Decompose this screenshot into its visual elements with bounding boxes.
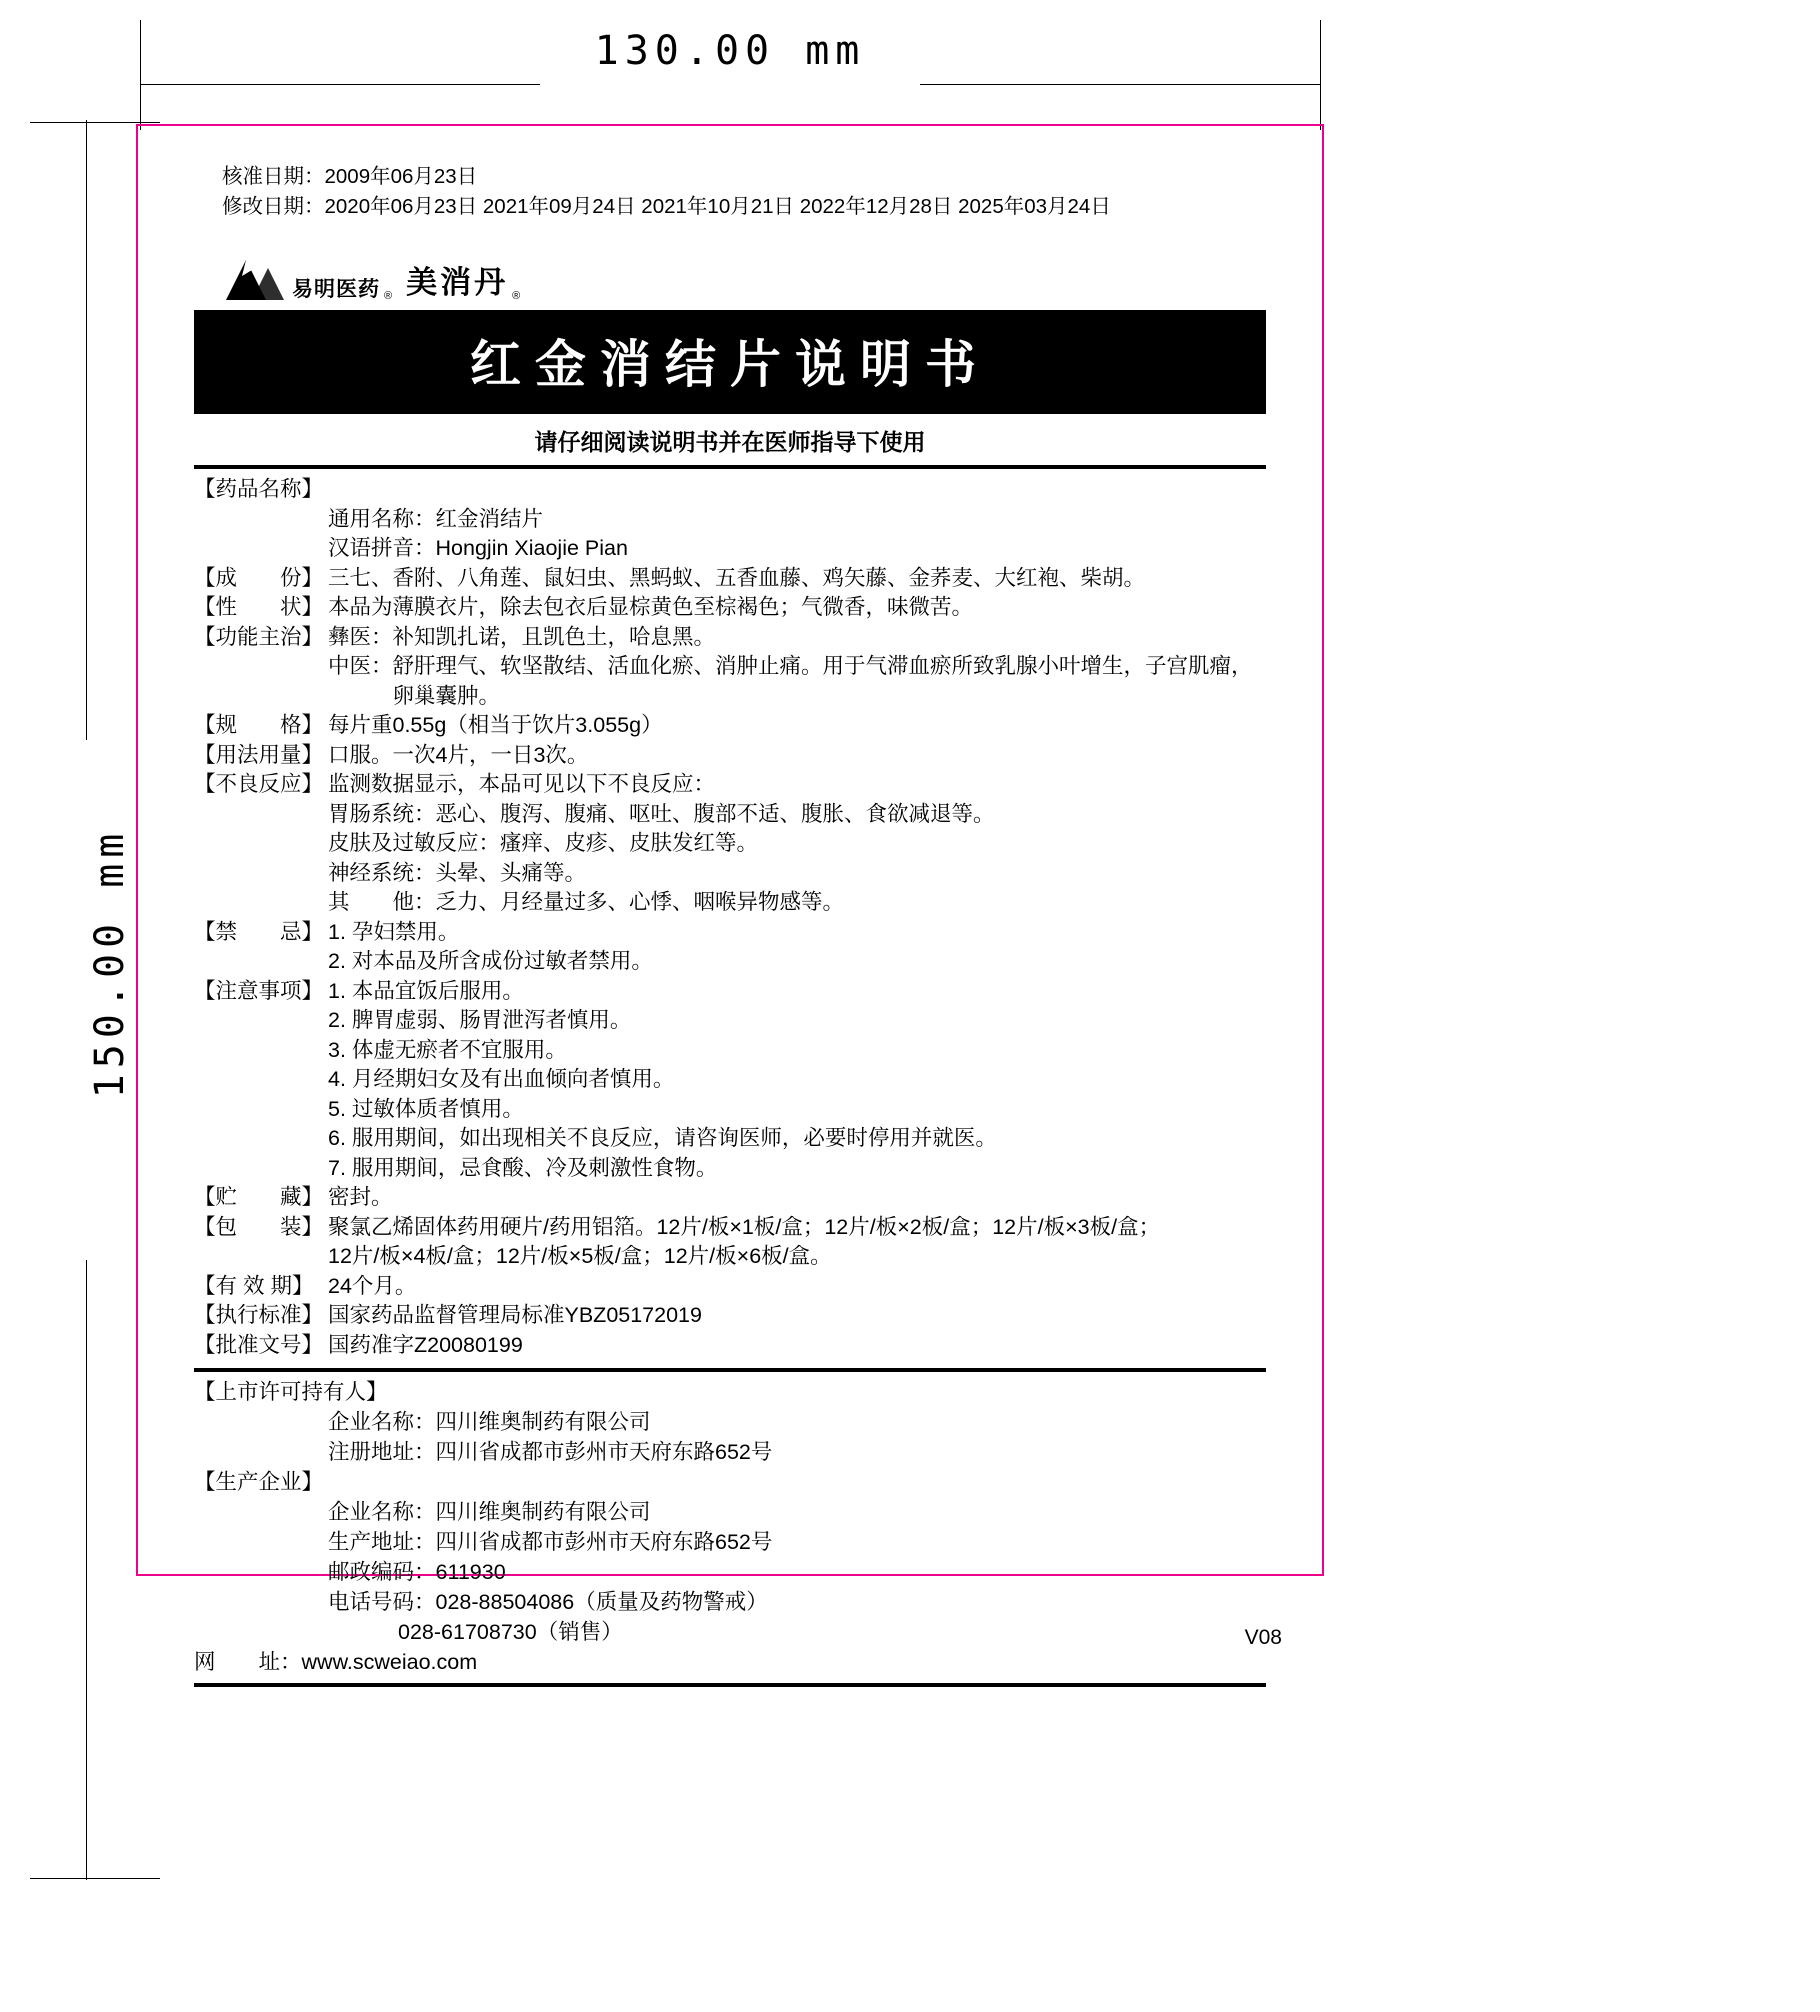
package-row bbox=[194, 1213, 1266, 1272]
adverse-values bbox=[328, 770, 1266, 918]
product-logo-text: 美消丹 bbox=[406, 265, 509, 301]
left-dimension-line-top bbox=[86, 120, 87, 740]
character-key: 【性 状】 bbox=[194, 595, 324, 619]
postcode-value: 611930 bbox=[435, 1560, 506, 1584]
approval-dates bbox=[194, 162, 1266, 222]
brand-logos bbox=[194, 240, 1266, 302]
pinyin-row bbox=[194, 534, 1266, 564]
pinyin-value: Hongjin Xiaojie Pian bbox=[435, 536, 628, 560]
adverse-item-text: 头晕、头痛等。 bbox=[435, 860, 587, 885]
website-label: 网 址： bbox=[194, 1650, 302, 1674]
storage-row bbox=[194, 1183, 1266, 1213]
revision-date-line: 修改日期：2020年06月23日 2021年09月24日 2021年10月21日 2022年12月28日 2025年03月24日 bbox=[222, 195, 1111, 218]
top-dimension-ruler bbox=[140, 28, 1320, 108]
phone-label: 电话号码： bbox=[328, 1590, 436, 1614]
shelf-life-value: 24个月。 bbox=[328, 1273, 417, 1298]
company-logo-text: 易明医药 bbox=[292, 278, 380, 301]
top-dimension-label: 130.00 mm bbox=[594, 28, 866, 74]
package-insert-sheet bbox=[136, 124, 1324, 1674]
package-values bbox=[328, 1213, 1266, 1272]
indication-zh-value: 舒肝理气、软坚散结、活血化瘀、消肿止痛。用于气滞血瘀所致乳腺小叶增生，子宫肌瘤，卵巢囊肿。 bbox=[392, 654, 1253, 708]
indication-values bbox=[328, 623, 1266, 712]
phone-value-primary: 028-88504086（质量及药物警戒） bbox=[435, 1590, 768, 1614]
manufacturer-block bbox=[194, 1372, 1282, 1677]
pinyin-label: 汉语拼音： bbox=[328, 536, 436, 560]
caution-item: 6. 服用期间，如出现相关不良反应，请咨询医师，必要时停用并就医。 bbox=[328, 1126, 997, 1150]
adverse-item-label: 神经系统： bbox=[328, 860, 436, 885]
holder-header: 【上市许可持有人】 bbox=[194, 1380, 388, 1404]
adverse-item-text: 乏力、月经量过多、心悸、咽喉异物感等。 bbox=[435, 890, 845, 914]
holder-company-label: 企业名称： bbox=[328, 1410, 436, 1434]
adverse-item-label: 胃肠系统： bbox=[328, 801, 436, 826]
license-value: 国药准字Z20080199 bbox=[328, 1332, 523, 1357]
adverse-item bbox=[328, 829, 1266, 859]
dosage-value: 口服。一次4片，一日3次。 bbox=[328, 742, 589, 767]
holder-company-value: 四川维奥制药有限公司 bbox=[435, 1410, 651, 1434]
caution-values bbox=[328, 977, 1266, 1184]
left-ruler-tick-top bbox=[30, 122, 160, 123]
top-ruler-tick-right bbox=[1320, 20, 1321, 130]
top-dimension-line-right bbox=[920, 84, 1320, 85]
website-row bbox=[194, 1647, 1266, 1677]
ingredients-row bbox=[194, 564, 1266, 594]
indication-yi-label: 彝医： bbox=[328, 624, 393, 649]
holder-address-row bbox=[194, 1437, 1266, 1467]
adverse-item-label: 其 他： bbox=[328, 890, 436, 914]
adverse-item bbox=[328, 859, 1266, 889]
contraindication-values bbox=[328, 918, 1266, 977]
adverse-item bbox=[328, 888, 1266, 918]
caution-item: 2. 脾胃虚弱、肠胃泄泻者慎用。 bbox=[328, 1008, 632, 1032]
insert-body bbox=[194, 469, 1266, 1360]
indication-row bbox=[194, 623, 1266, 712]
manufacturer-company-value: 四川维奥制药有限公司 bbox=[435, 1500, 651, 1524]
license-row bbox=[194, 1331, 1266, 1361]
approval-date-line: 核准日期：2009年06月23日 bbox=[222, 165, 478, 188]
manufacturer-address-value: 四川省成都市彭州市天府东路652号 bbox=[435, 1530, 773, 1554]
caution-item: 1. 本品宜饭后服用。 bbox=[328, 978, 524, 1003]
shelf-life-key: 【有 效 期】 bbox=[194, 1273, 314, 1298]
standard-key: 【执行标准】 bbox=[194, 1303, 324, 1327]
manufacturer-company-label: 企业名称： bbox=[328, 1500, 436, 1524]
adverse-row bbox=[194, 770, 1266, 918]
mountain-logo-icon bbox=[222, 256, 288, 302]
indication-zh-row bbox=[328, 652, 1266, 711]
adverse-intro: 监测数据显示，本品可见以下不良反应： bbox=[328, 772, 716, 796]
left-ruler-tick-bottom bbox=[30, 1878, 160, 1879]
company-logo bbox=[222, 256, 392, 302]
version-code: V08 bbox=[1244, 1626, 1282, 1649]
left-dimension-line-bottom bbox=[86, 1260, 87, 1880]
contraindication-item: 1. 孕妇禁用。 bbox=[328, 919, 460, 944]
footer-divider-bottom bbox=[194, 1683, 1266, 1687]
package-key: 【包 装】 bbox=[194, 1214, 324, 1239]
company-logo-registered-icon: ® bbox=[384, 290, 393, 302]
adverse-item-text: 瘙痒、皮疹、皮肤发红等。 bbox=[500, 831, 759, 855]
indication-yi-value: 补知凯扎诺，且凯色土，哈息黑。 bbox=[392, 624, 716, 649]
holder-address-label: 注册地址： bbox=[328, 1440, 436, 1464]
indication-yi-row bbox=[328, 623, 1266, 653]
storage-value: 密封。 bbox=[328, 1185, 393, 1209]
character-value: 本品为薄膜衣片，除去包衣后显棕黄色至棕褐色；气微香，味微苦。 bbox=[328, 595, 974, 619]
generic-name-value: 红金消结片 bbox=[435, 506, 544, 531]
holder-company-row bbox=[194, 1407, 1266, 1437]
spec-value: 每片重0.55g（相当于饮片3.055g） bbox=[328, 713, 663, 737]
generic-name-row bbox=[194, 505, 1266, 535]
package-value-line-1: 聚氯乙烯固体药用硬片/药用铝箔。12片/板×1板/盒；12片/板×2板/盒；12片/板×3板/盒； bbox=[328, 1214, 1161, 1239]
standard-row bbox=[194, 1301, 1266, 1331]
manufacturer-address-row bbox=[194, 1527, 1266, 1557]
caution-item: 3. 体虚无瘀者不宜服用。 bbox=[328, 1037, 567, 1062]
postcode-label: 邮政编码： bbox=[328, 1560, 436, 1584]
generic-name-label: 通用名称： bbox=[328, 506, 436, 531]
website-value: www.scweiao.com bbox=[301, 1650, 478, 1674]
storage-key: 【贮 藏】 bbox=[194, 1185, 324, 1209]
manufacturer-header: 【生产企业】 bbox=[194, 1470, 324, 1494]
phone-value-secondary: 028-61708730（销售） bbox=[398, 1620, 623, 1644]
product-logo-registered-icon: ® bbox=[512, 290, 521, 302]
indication-zh-label: 中医： bbox=[328, 654, 393, 678]
spec-row bbox=[194, 711, 1266, 741]
dosage-row bbox=[194, 741, 1266, 771]
postcode-row bbox=[194, 1557, 1266, 1587]
left-dimension-label: 150.00 mm bbox=[87, 827, 133, 1099]
caution-item: 7. 服用期间，忌食酸、冷及刺激性食物。 bbox=[328, 1155, 718, 1180]
adverse-item-text: 恶心、腹泻、腹痛、呕吐、腹部不适、腹胀、食欲减退等。 bbox=[435, 801, 995, 826]
caution-row bbox=[194, 977, 1266, 1184]
contraindication-item: 2. 对本品及所含成份过敏者禁用。 bbox=[328, 949, 653, 973]
adverse-key: 【不良反应】 bbox=[194, 772, 324, 796]
shelf-life-row bbox=[194, 1272, 1266, 1302]
manufacturer-company-row bbox=[194, 1497, 1266, 1527]
top-dimension-line-left bbox=[140, 84, 540, 85]
drug-name-header: 【药品名称】 bbox=[194, 477, 324, 501]
top-ruler-tick-left bbox=[140, 20, 141, 130]
manufacturer-address-label: 生产地址： bbox=[328, 1530, 436, 1554]
page-title: 红金消结片说明书 bbox=[194, 310, 1266, 414]
contraindication-row bbox=[194, 918, 1266, 977]
page-subtitle: 请仔细阅读说明书并在医师指导下使用 bbox=[534, 429, 926, 455]
caution-item: 5. 过敏体质者慎用。 bbox=[328, 1096, 524, 1121]
spec-key: 【规 格】 bbox=[194, 713, 324, 737]
caution-key: 【注意事项】 bbox=[194, 978, 324, 1003]
ingredients-key: 【成 份】 bbox=[194, 565, 324, 590]
adverse-item bbox=[328, 800, 1266, 830]
caution-item: 4. 月经期妇女及有出血倾向者慎用。 bbox=[328, 1067, 675, 1091]
adverse-item-label: 皮肤及过敏反应： bbox=[328, 831, 501, 855]
license-key: 【批准文号】 bbox=[194, 1332, 324, 1357]
character-row bbox=[194, 593, 1266, 623]
dosage-key: 【用法用量】 bbox=[194, 742, 324, 767]
holder-address-value: 四川省成都市彭州市天府东路652号 bbox=[435, 1440, 773, 1464]
product-logo bbox=[406, 265, 521, 302]
phone-secondary-row bbox=[194, 1617, 1266, 1647]
indication-key: 【功能主治】 bbox=[194, 624, 324, 649]
contraindication-key: 【禁 忌】 bbox=[194, 919, 324, 944]
phone-row bbox=[194, 1587, 1266, 1617]
ingredients-value: 三七、香附、八角莲、鼠妇虫、黑蚂蚁、五香血藤、鸡矢藤、金荞麦、大红袍、柴胡。 bbox=[328, 565, 1146, 590]
package-value-line-2: 12片/板×4板/盒；12片/板×5板/盒；12片/板×6板/盒。 bbox=[328, 1244, 832, 1268]
standard-value: 国家药品监督管理局标准YBZ05172019 bbox=[328, 1303, 702, 1327]
